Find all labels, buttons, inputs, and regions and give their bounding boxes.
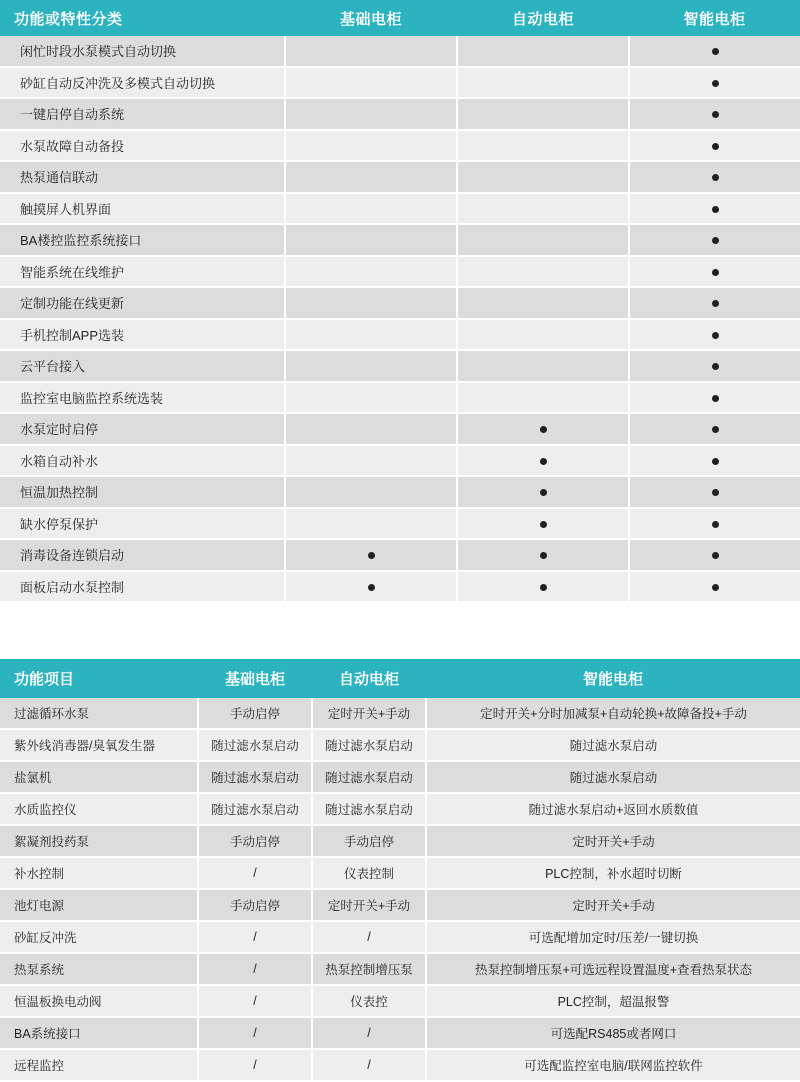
function-value-cell: 仪表控 xyxy=(312,985,426,1017)
function-value-cell: 仪表控制 xyxy=(312,857,426,889)
feature-availability-cell xyxy=(457,256,629,288)
bullet-dot-icon xyxy=(540,584,547,591)
feature-label: 水泵定时启停 xyxy=(0,413,285,445)
feature-availability-cell xyxy=(457,413,629,445)
feature-availability-cell xyxy=(629,350,800,382)
feature-availability-cell xyxy=(629,539,800,571)
table-row xyxy=(0,1049,800,1081)
table2-header-item: 功能项目 xyxy=(0,659,198,698)
feature-availability-cell xyxy=(285,413,457,445)
table-row xyxy=(0,36,800,67)
bullet-dot-icon xyxy=(540,489,547,496)
table-row xyxy=(0,287,800,319)
bullet-dot-icon xyxy=(712,300,719,307)
feature-availability-cell xyxy=(285,476,457,508)
feature-availability-cell xyxy=(629,382,800,414)
table1-header-row xyxy=(0,0,800,36)
bullet-dot-icon xyxy=(368,584,375,591)
feature-availability-cell xyxy=(457,508,629,540)
table2-body xyxy=(0,698,800,1081)
function-value-cell: 定时开关+手动 xyxy=(312,889,426,921)
feature-availability-cell xyxy=(629,67,800,99)
table-row xyxy=(0,224,800,256)
feature-availability-cell xyxy=(629,130,800,162)
table-row xyxy=(0,98,800,130)
function-value-cell: 可选配监控室电脑/联网监控软件 xyxy=(426,1049,800,1081)
table-row xyxy=(0,857,800,889)
feature-availability-cell xyxy=(285,98,457,130)
feature-availability-cell xyxy=(457,224,629,256)
feature-label: 热泵通信联动 xyxy=(0,161,285,193)
table2-header xyxy=(0,659,800,698)
feature-label: 闲忙时段水泵模式自动切换 xyxy=(0,36,285,67)
section-gap xyxy=(0,603,800,659)
feature-label: 触摸屏人机界面 xyxy=(0,193,285,225)
function-value-cell: PLC控制，超温报警 xyxy=(426,985,800,1017)
feature-label: 面板启动水泵控制 xyxy=(0,571,285,603)
feature-availability-cell xyxy=(457,319,629,351)
table2-header-basic: 基础电柜 xyxy=(198,659,312,698)
table-row xyxy=(0,729,800,761)
feature-label: 一键启停自动系统 xyxy=(0,98,285,130)
bullet-dot-icon xyxy=(712,552,719,559)
feature-availability-cell xyxy=(629,36,800,67)
feature-availability-cell xyxy=(285,36,457,67)
feature-availability-cell xyxy=(285,67,457,99)
feature-availability-cell xyxy=(457,67,629,99)
feature-availability-cell xyxy=(629,413,800,445)
table-row xyxy=(0,319,800,351)
function-value-cell: 手动启停 xyxy=(312,825,426,857)
feature-availability-cell xyxy=(285,445,457,477)
function-value-cell: PLC控制，补水超时切断 xyxy=(426,857,800,889)
table-row xyxy=(0,698,800,729)
feature-availability-cell xyxy=(457,571,629,603)
feature-availability-cell xyxy=(285,571,457,603)
table1-header xyxy=(0,0,800,36)
function-value-cell: 可选配增加定时/压差/一键切换 xyxy=(426,921,800,953)
bullet-dot-icon xyxy=(712,111,719,118)
feature-availability-cell xyxy=(629,224,800,256)
feature-label: 定制功能在线更新 xyxy=(0,287,285,319)
feature-availability-cell xyxy=(629,476,800,508)
feature-label: 水箱自动补水 xyxy=(0,445,285,477)
bullet-dot-icon xyxy=(712,269,719,276)
feature-availability-cell xyxy=(457,36,629,67)
function-label: 恒温板换电动阀 xyxy=(0,985,198,1017)
feature-availability-cell xyxy=(457,130,629,162)
table-row xyxy=(0,382,800,414)
feature-availability-cell xyxy=(629,445,800,477)
table-row xyxy=(0,889,800,921)
function-value-cell: 随过滤水泵启动 xyxy=(426,729,800,761)
function-value-cell: 随过滤水泵启动 xyxy=(312,761,426,793)
feature-availability-cell xyxy=(285,193,457,225)
table-row xyxy=(0,161,800,193)
feature-label: BA楼控监控系统接口 xyxy=(0,224,285,256)
feature-availability-cell xyxy=(629,98,800,130)
feature-availability-cell xyxy=(629,508,800,540)
feature-availability-cell xyxy=(285,508,457,540)
feature-label: 手机控制APP选装 xyxy=(0,319,285,351)
bullet-dot-icon xyxy=(712,395,719,402)
feature-availability-cell xyxy=(629,287,800,319)
functions-detail-table xyxy=(0,659,800,1082)
bullet-dot-icon xyxy=(712,237,719,244)
feature-availability-cell xyxy=(457,287,629,319)
feature-availability-cell xyxy=(457,382,629,414)
feature-label: 智能系统在线维护 xyxy=(0,256,285,288)
feature-availability-cell xyxy=(457,350,629,382)
table-row xyxy=(0,761,800,793)
feature-availability-cell xyxy=(457,98,629,130)
table1-header-category: 功能或特性分类 xyxy=(0,0,285,36)
bullet-dot-icon xyxy=(712,332,719,339)
feature-label: 云平台接入 xyxy=(0,350,285,382)
function-value-cell: 随过滤水泵启动 xyxy=(312,793,426,825)
function-value-cell: 随过滤水泵启动 xyxy=(312,729,426,761)
table2-header-auto: 自动电柜 xyxy=(312,659,426,698)
table-row xyxy=(0,825,800,857)
table-row xyxy=(0,350,800,382)
feature-availability-cell xyxy=(457,161,629,193)
table-row xyxy=(0,445,800,477)
feature-label: 缺水停泵保护 xyxy=(0,508,285,540)
function-value-cell: 随过滤水泵启动+返回水质数值 xyxy=(426,793,800,825)
table-row xyxy=(0,256,800,288)
feature-availability-cell xyxy=(629,256,800,288)
function-label: 盐氯机 xyxy=(0,761,198,793)
table-row xyxy=(0,793,800,825)
function-label: 过滤循环水泵 xyxy=(0,698,198,729)
function-label: 池灯电源 xyxy=(0,889,198,921)
feature-availability-cell xyxy=(285,130,457,162)
function-value-cell: 定时开关+手动 xyxy=(426,825,800,857)
bullet-dot-icon xyxy=(712,489,719,496)
function-value-cell: 可选配RS485或者网口 xyxy=(426,1017,800,1049)
function-label: 远程监控 xyxy=(0,1049,198,1081)
function-value-cell: 手动启停 xyxy=(198,889,312,921)
feature-availability-cell xyxy=(457,539,629,571)
function-value-cell: 随过滤水泵启动 xyxy=(198,793,312,825)
function-value-cell: / xyxy=(198,1017,312,1049)
function-value-cell: / xyxy=(198,985,312,1017)
function-label: 絮凝剂投药泵 xyxy=(0,825,198,857)
function-value-cell: / xyxy=(198,953,312,985)
function-value-cell: / xyxy=(312,1017,426,1049)
function-value-cell: 热泵控制增压泵+可选远程设置温度+查看热泵状态 xyxy=(426,953,800,985)
table1-header-basic: 基础电柜 xyxy=(285,0,457,36)
function-value-cell: 随过滤水泵启动 xyxy=(426,761,800,793)
feature-availability-cell xyxy=(285,161,457,193)
feature-availability-cell xyxy=(285,539,457,571)
function-label: BA系统接口 xyxy=(0,1017,198,1049)
bullet-dot-icon xyxy=(540,552,547,559)
function-value-cell: / xyxy=(198,921,312,953)
bullet-dot-icon xyxy=(712,206,719,213)
bullet-dot-icon xyxy=(712,521,719,528)
feature-availability-cell xyxy=(285,319,457,351)
function-value-cell: / xyxy=(198,857,312,889)
table1-body xyxy=(0,36,800,602)
function-value-cell: 定时开关+手动 xyxy=(426,889,800,921)
function-label: 紫外线消毒器/臭氧发生器 xyxy=(0,729,198,761)
feature-availability-cell xyxy=(457,193,629,225)
bullet-dot-icon xyxy=(712,174,719,181)
table-row xyxy=(0,130,800,162)
table1-header-auto: 自动电柜 xyxy=(457,0,629,36)
table-row xyxy=(0,953,800,985)
feature-label: 砂缸自动反冲洗及多模式自动切换 xyxy=(0,67,285,99)
bullet-dot-icon xyxy=(540,426,547,433)
feature-availability-cell xyxy=(285,382,457,414)
function-value-cell: / xyxy=(312,921,426,953)
function-value-cell: 定时开关+手动 xyxy=(312,698,426,729)
feature-availability-cell xyxy=(629,161,800,193)
function-value-cell: 手动启停 xyxy=(198,698,312,729)
function-label: 热泵系统 xyxy=(0,953,198,985)
feature-availability-cell xyxy=(629,319,800,351)
feature-availability-cell xyxy=(457,476,629,508)
function-value-cell: 随过滤水泵启动 xyxy=(198,729,312,761)
table-row xyxy=(0,67,800,99)
table-row xyxy=(0,571,800,603)
feature-label: 监控室电脑监控系统选装 xyxy=(0,382,285,414)
table-row xyxy=(0,508,800,540)
bullet-dot-icon xyxy=(712,363,719,370)
bullet-dot-icon xyxy=(712,143,719,150)
feature-label: 水泵故障自动备投 xyxy=(0,130,285,162)
feature-label: 消毒设备连锁启动 xyxy=(0,539,285,571)
table2-header-row xyxy=(0,659,800,698)
bullet-dot-icon xyxy=(712,48,719,55)
function-value-cell: 定时开关+分时加减泵+自动轮换+故障备投+手动 xyxy=(426,698,800,729)
table-row xyxy=(0,1017,800,1049)
feature-availability-cell xyxy=(457,445,629,477)
table-row xyxy=(0,193,800,225)
function-label: 水质监控仪 xyxy=(0,793,198,825)
feature-label: 恒温加热控制 xyxy=(0,476,285,508)
table-row xyxy=(0,413,800,445)
feature-availability-cell xyxy=(285,350,457,382)
table-row xyxy=(0,921,800,953)
bullet-dot-icon xyxy=(712,80,719,87)
feature-availability-cell xyxy=(629,193,800,225)
feature-availability-cell xyxy=(285,256,457,288)
function-value-cell: 手动启停 xyxy=(198,825,312,857)
function-value-cell: 随过滤水泵启动 xyxy=(198,761,312,793)
function-label: 补水控制 xyxy=(0,857,198,889)
table-row xyxy=(0,476,800,508)
function-value-cell: 热泵控制增压泵 xyxy=(312,953,426,985)
table-row xyxy=(0,985,800,1017)
feature-availability-cell xyxy=(285,287,457,319)
bullet-dot-icon xyxy=(712,458,719,465)
bullet-dot-icon xyxy=(368,552,375,559)
feature-availability-cell xyxy=(629,571,800,603)
table2-header-smart: 智能电柜 xyxy=(426,659,800,698)
bullet-dot-icon xyxy=(540,521,547,528)
table-row xyxy=(0,539,800,571)
function-value-cell: / xyxy=(312,1049,426,1081)
function-value-cell: / xyxy=(198,1049,312,1081)
table1-header-smart: 智能电柜 xyxy=(629,0,800,36)
bullet-dot-icon xyxy=(712,426,719,433)
bullet-dot-icon xyxy=(712,584,719,591)
feature-availability-cell xyxy=(285,224,457,256)
bullet-dot-icon xyxy=(540,458,547,465)
function-label: 砂缸反冲洗 xyxy=(0,921,198,953)
